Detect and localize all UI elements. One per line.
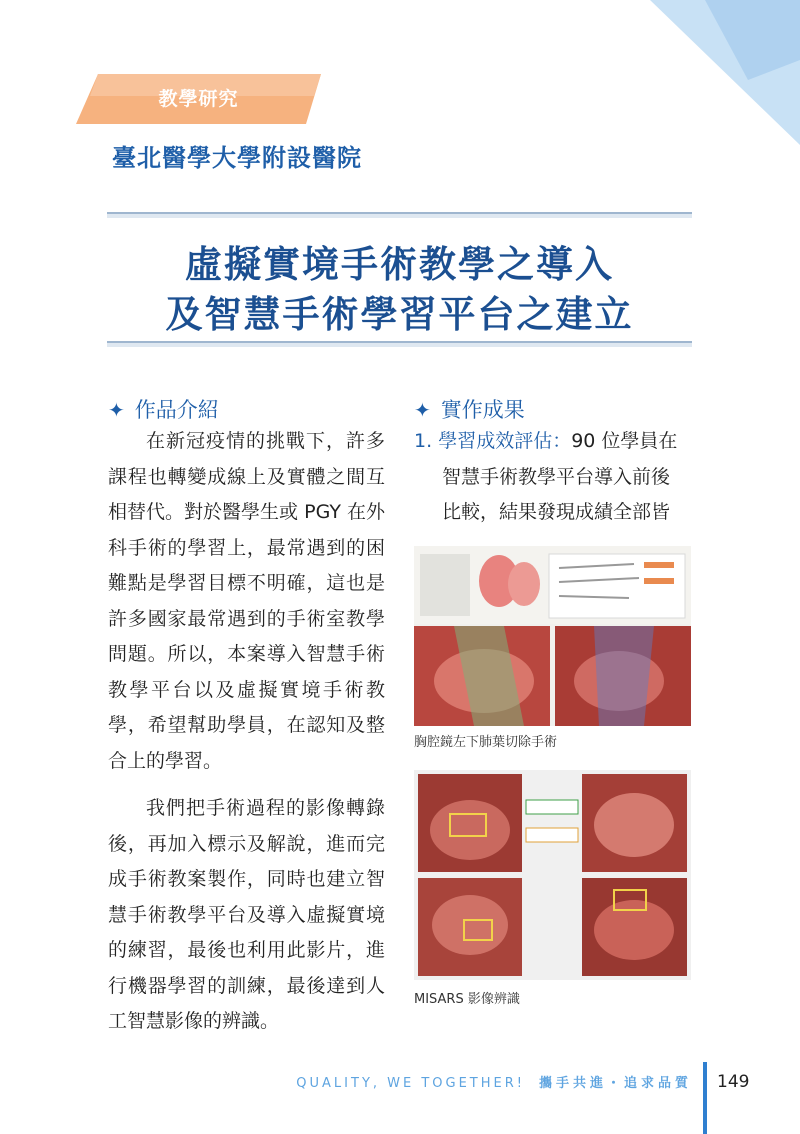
footer-slogan-zh: 攜手共進・追求品質: [538, 1076, 692, 1091]
hospital-name: 臺北醫學大學附設醫院: [112, 144, 362, 172]
intro-paragraph-1: 在新冠疫情的挑戰下，許多課程也轉變成線上及實體之間互相替代。對於醫學生或 PGY 在外科手術的學習上，最常遇到的困難點是學習目標不明確，這也是許多國家最常遇到的手術室教學問題。所以，本案導入智慧手術教學平台以及虛擬實境手術教學，希望幫助學員，在認知及整合上的學習。: [108, 430, 385, 772]
item-number: 1.: [414, 430, 433, 452]
figure-caption-2: MISARS 影像辨識: [414, 992, 520, 1007]
footer-slogan-en: QUALITY, WE TOGETHER!: [296, 1076, 525, 1091]
corner-decoration: [650, 0, 800, 145]
intro-paragraph-2: 我們把手術過程的影像轉錄後，再加入標示及解說，進而完成手術教案製作，同時也建立智慧手術教學平台及導入虛擬實境的練習，最後也利用此影片，進行機器學習的訓練，最後達到人工智慧影像的辨識。: [108, 797, 385, 1032]
item-line1-rest: 90 位學員在: [571, 430, 678, 452]
page-title-line1: 虛擬實境手術教學之導入: [185, 242, 614, 286]
surgery-image: [414, 546, 691, 726]
page-number: 149: [717, 1072, 750, 1092]
figure-thoracoscopic-surgery: [414, 546, 691, 726]
results-heading-text: 實作成果: [440, 398, 525, 422]
footer-slogan: [296, 1072, 692, 1091]
item-lead: 學習成效評估：: [438, 430, 572, 452]
intro-body: [108, 424, 385, 1040]
sparkle-icon: ✦: [108, 398, 125, 422]
intro-heading: [108, 394, 219, 424]
misars-image: [414, 770, 691, 980]
category-label: 教學研究: [158, 88, 239, 110]
title-rule-bottom: [107, 341, 692, 347]
intro-heading-text: 作品介紹: [134, 398, 219, 422]
item-line2: 智慧手術教學平台導入前後: [442, 465, 671, 488]
page-title-line2: 及智慧手術學習平台之建立: [165, 292, 634, 336]
title-rule-top: [107, 212, 692, 218]
results-heading: [414, 394, 525, 424]
item-line3: 比較，結果發現成績全部皆: [442, 501, 671, 523]
category-tag: [76, 74, 321, 124]
figure-caption-1: 胸腔鏡左下肺葉切除手術: [414, 735, 558, 750]
sparkle-icon: ✦: [414, 398, 431, 422]
footer-divider: [703, 1062, 707, 1134]
results-item-1: [414, 424, 694, 531]
figure-misars-recognition: [414, 770, 691, 980]
